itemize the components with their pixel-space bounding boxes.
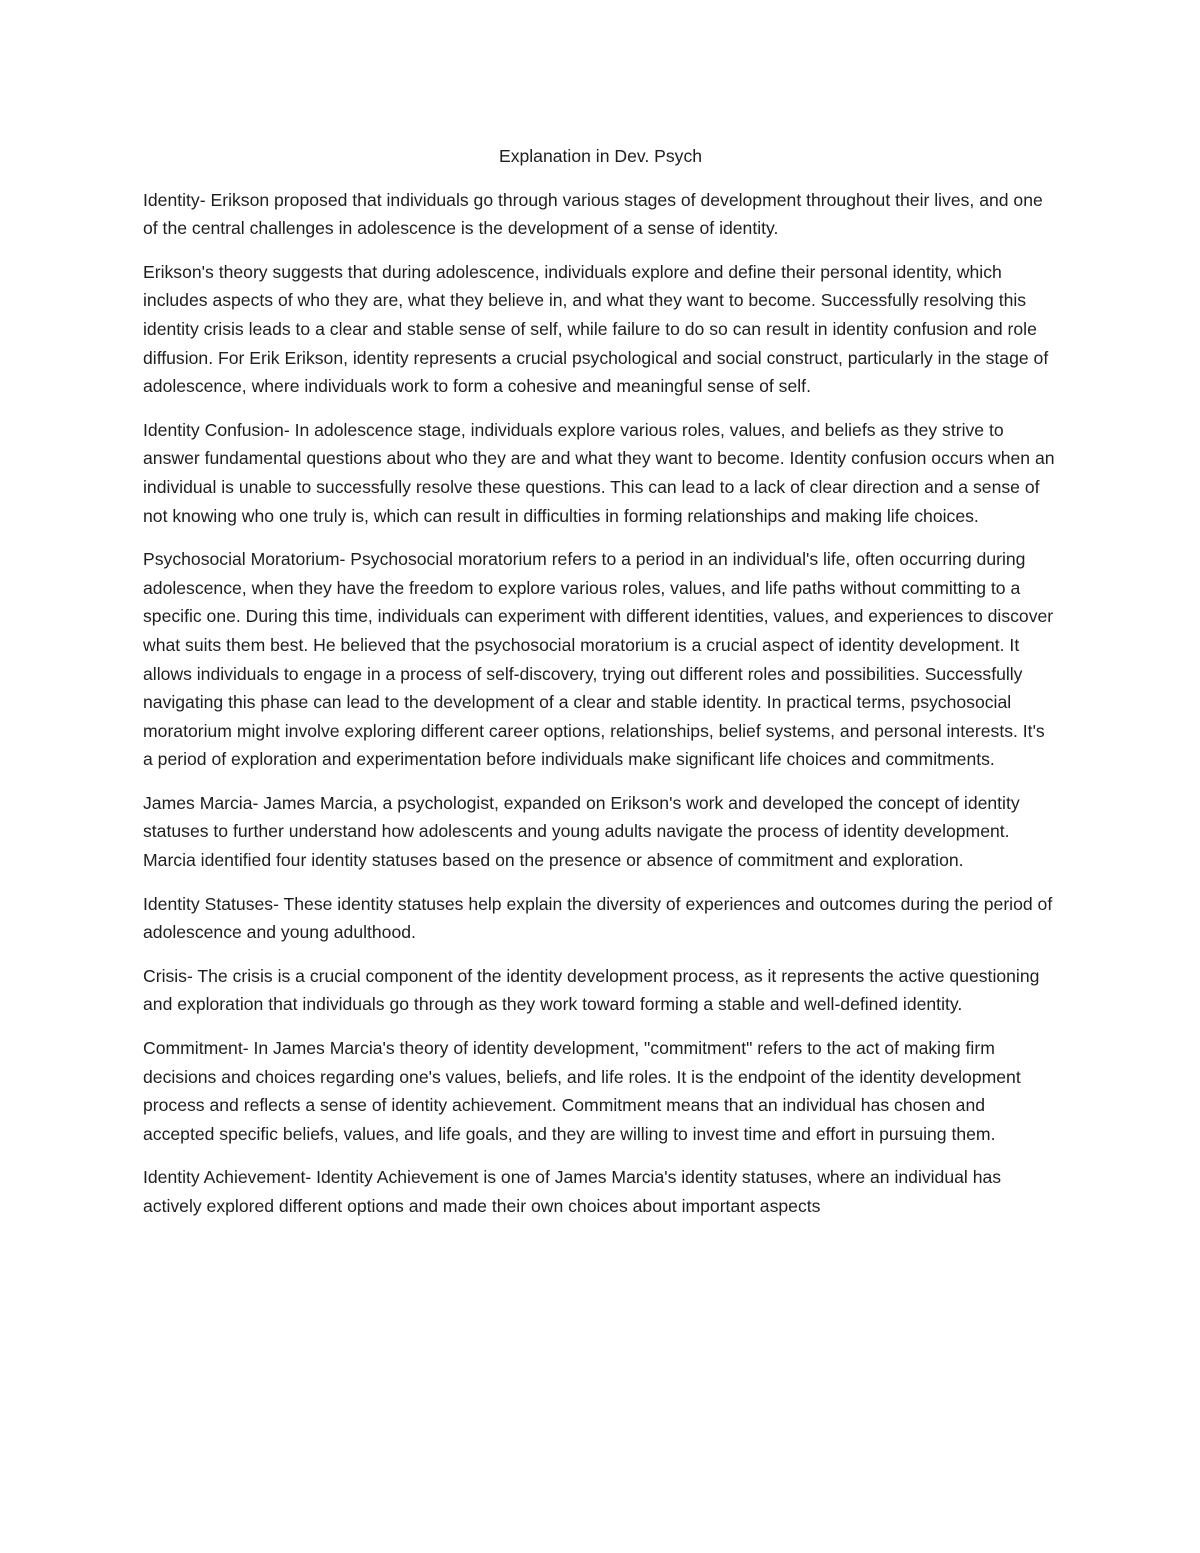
paragraph-identity-statuses: Identity Statuses- These identity statuses help explain the diversity of experiences and outcomes during the period of adolescence and young adulthood. <box>143 893 1053 943</box>
paragraph-identity: Identity- Erikson proposed that individuals go through various stages of development throughout their lives, and one of the central challenges in adolescence is the development of a sense of identity. <box>143 189 1043 239</box>
paragraph-psychosocial-moratorium: Psychosocial Moratorium- Psychosocial moratorium refers to a period in an individual's life, often occurring during adolescence, when they have the freedom to explore various roles, values, and life paths without committing to a specific one. During this time, individuals can experiment with different identities, values, and experiences to discover what suits them best. He believed that the psychosocial moratorium is a crucial aspect of identity development. It allows individuals to engage in a process of self-discovery, trying out different roles and possibilities. Successfully navigating this phase can lead to the development of a clear and stable identity. In practical terms, psychosocial moratorium might involve exploring different career options, relationships, belief systems, and personal interests. It's a period of exploration and experimentation before individuals make significant life choices and commitments. <box>143 549 1054 770</box>
document-title: Explanation in Dev. Psych <box>498 146 703 166</box>
paragraph-james-marcia: James Marcia- James Marcia, a psychologist, expanded on Erikson's work and developed the concept of identity statuses to further understand how adolescents and young adults navigate the process of identity development. Marcia identified four identity statuses based on the presence or absence of commitment and exploration. <box>143 792 1020 871</box>
paragraph-commitment: Commitment- In James Marcia's theory of identity development, "commitment" refers to the act of making firm decisions and choices regarding one's values, beliefs, and life roles. It is the endpoint of the identity development process and reflects a sense of identity achievement. Commitment means that an individual has chosen and accepted specific beliefs, values, and life goals, and they are willing to invest time and effort in pursuing them. <box>143 1038 1021 1144</box>
document-body <box>143 142 1058 1236</box>
paragraph-crisis: Crisis- The crisis is a crucial component of the identity development process, as it represents the active questioning and exploration that individuals go through as they work toward forming a stable and well-defined identity. <box>143 965 1040 1015</box>
paragraph-identity-achievement: Identity Achievement- Identity Achievement is one of James Marcia's identity statuses, where an individual has actively explored different options and made their own choices about important aspects <box>143 1167 1002 1216</box>
paragraph-erikson-theory: Erikson's theory suggests that during adolescence, individuals explore and define their personal identity, which includes aspects of who they are, what they believe in, and what they want to become. Successfully resolving this identity crisis leads to a clear and stable sense of self, while failure to do so can result in identity confusion and role diffusion. For Erik Erikson, identity represents a crucial psychological and social construct, particularly in the stage of adolescence, where individuals work to form a cohesive and meaningful sense of self. <box>143 261 1049 397</box>
paragraph-identity-confusion: Identity Confusion- In adolescence stage, individuals explore various roles, values, and beliefs as they strive to answer fundamental questions about who they are and what they want to become. Identity confusion occurs when an individual is unable to successfully resolve these questions. This can lead to a lack of clear direction and a sense of not knowing who one truly is, which can result in difficulties in forming relationships and making life choices. <box>143 419 1055 526</box>
